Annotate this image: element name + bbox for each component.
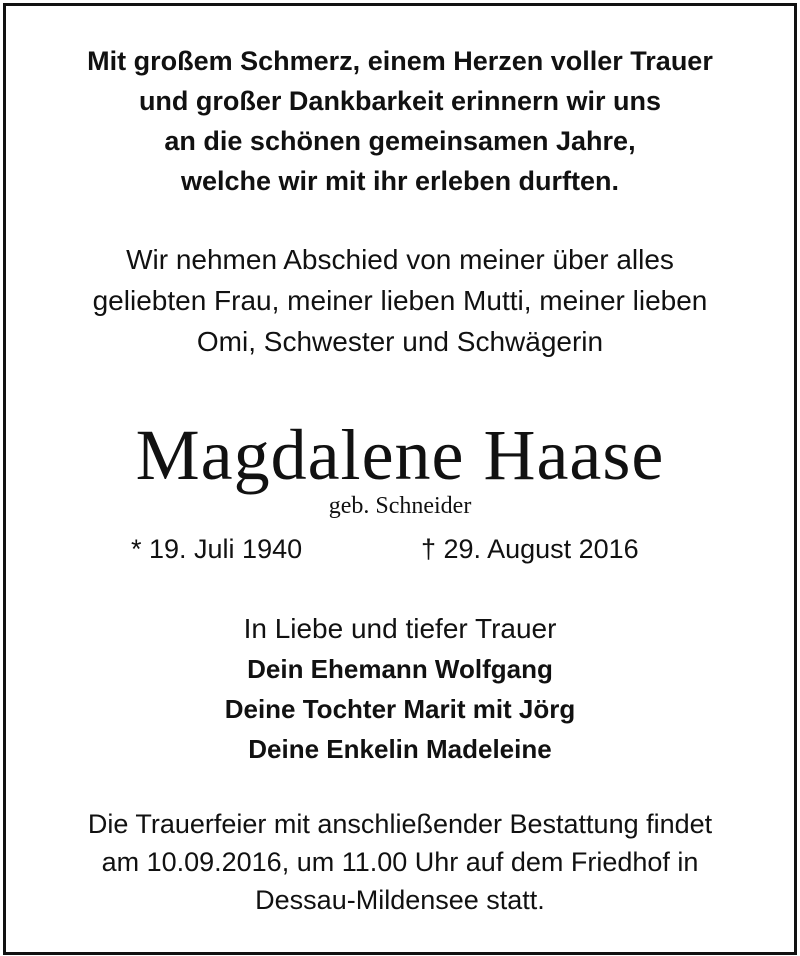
mourner-name: Dein Ehemann Wolfgang (247, 654, 553, 684)
deceased-name: Magdalene Haase (135, 415, 665, 495)
farewell-line: Wir nehmen Abschied von meiner über alles (126, 244, 674, 275)
farewell-text (0, 239, 800, 362)
farewell-line: Omi, Schwester und Schwägerin (196, 326, 604, 357)
birth-name: geb. Schneider (328, 493, 472, 519)
farewell-line: geliebten Frau, meiner lieben Mutti, meiner lieben (92, 285, 708, 316)
signoff-intro: In Liebe und tiefer Trauer (243, 613, 557, 644)
ceremony-line: Die Trauerfeier mit anschließender Bestattung findet (87, 809, 713, 839)
death-date: † 29. August 2016 (421, 534, 639, 564)
mourners-signoff (0, 609, 800, 769)
opening-line: und großer Dankbarkeit erinnern wir uns (138, 86, 662, 116)
birth-date: * 19. Juli 1940 (131, 534, 303, 564)
opening-line: welche wir mit ihr erleben durften. (180, 166, 620, 196)
opening-line: Mit großem Schmerz, einem Herzen voller Trauer (87, 46, 713, 76)
mourner-name: Deine Enkelin Madeleine (248, 734, 552, 764)
ceremony-line: am 10.09.2016, um 11.00 Uhr auf dem Friedhof in (101, 847, 699, 877)
ceremony-line: Dessau-Mildensee statt. (255, 885, 545, 915)
opening-text (0, 41, 800, 201)
ceremony-info (0, 805, 800, 919)
mourner-name: Deine Tochter Marit mit Jörg (224, 694, 576, 724)
opening-line: an die schönen gemeinsamen Jahre, (164, 126, 636, 156)
